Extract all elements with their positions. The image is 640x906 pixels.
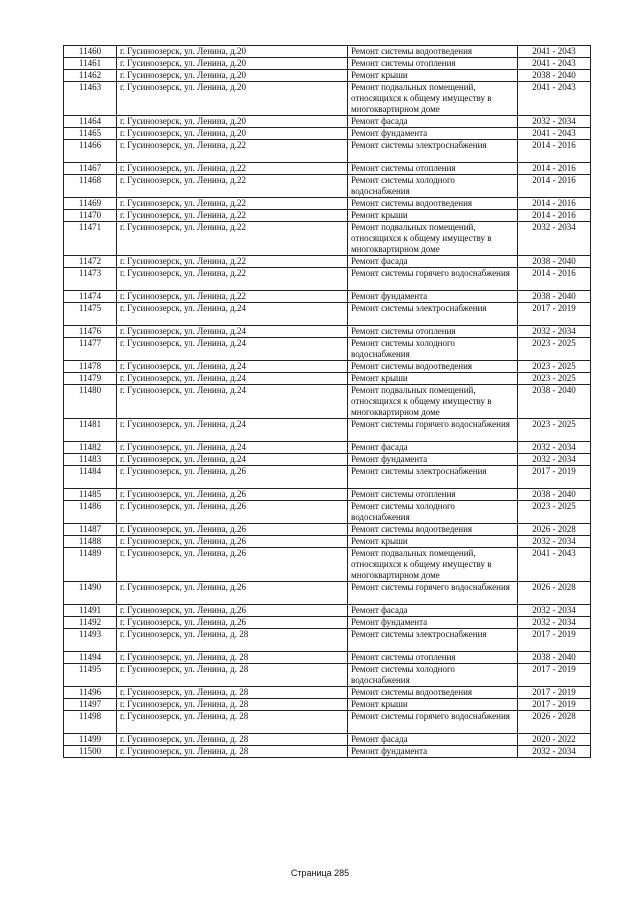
address-cell: г. Гусиноозерск, ул. Ленина, д. 28: [117, 699, 348, 711]
work-type-cell: Ремонт подвальных помещений, относящихся к общему имуществу в многоквартирном доме: [348, 222, 518, 256]
table-row: [64, 501, 591, 524]
address-cell: г. Гусиноозерск, ул. Ленина, д.24: [117, 442, 348, 454]
period-cell: 2032 - 2034: [518, 442, 591, 454]
row-number-cell: 11491: [64, 605, 117, 617]
period-cell: 2020 - 2022: [518, 734, 591, 746]
address-cell: г. Гусиноозерск, ул. Ленина, д. 28: [117, 711, 348, 734]
row-number-cell: 11473: [64, 268, 117, 291]
table-row: [64, 70, 591, 82]
row-number-cell: 11472: [64, 256, 117, 268]
work-type-cell: Ремонт фундамента: [348, 454, 518, 466]
period-cell: 2023 - 2025: [518, 361, 591, 373]
period-cell: 2032 - 2034: [518, 746, 591, 758]
work-type-cell: Ремонт системы электроснабжения: [348, 629, 518, 652]
work-type-cell: Ремонт системы холодного водоснабжения: [348, 175, 518, 198]
table-row: [64, 373, 591, 385]
table-row: [64, 291, 591, 303]
work-type-cell: Ремонт фундамента: [348, 128, 518, 140]
row-number-cell: 11464: [64, 116, 117, 128]
table-row: [64, 385, 591, 419]
table-row: [64, 210, 591, 222]
period-cell: 2038 - 2040: [518, 256, 591, 268]
address-cell: г. Гусиноозерск, ул. Ленина, д.24: [117, 454, 348, 466]
row-number-cell: 11499: [64, 734, 117, 746]
period-cell: 2017 - 2019: [518, 629, 591, 652]
address-cell: г. Гусиноозерск, ул. Ленина, д.26: [117, 501, 348, 524]
period-cell: 2023 - 2025: [518, 419, 591, 442]
table-row: [64, 338, 591, 361]
row-number-cell: 11463: [64, 82, 117, 116]
period-cell: 2023 - 2025: [518, 501, 591, 524]
work-type-cell: Ремонт системы водоотведения: [348, 687, 518, 699]
address-cell: г. Гусиноозерск, ул. Ленина, д.20: [117, 46, 348, 58]
address-cell: г. Гусиноозерск, ул. Ленина, д.20: [117, 58, 348, 70]
address-cell: г. Гусиноозерск, ул. Ленина, д.26: [117, 605, 348, 617]
table-row: [64, 175, 591, 198]
address-cell: г. Гусиноозерск, ул. Ленина, д. 28: [117, 746, 348, 758]
table-row: [64, 629, 591, 652]
table-row: [64, 46, 591, 58]
row-number-cell: 11483: [64, 454, 117, 466]
period-cell: 2032 - 2034: [518, 605, 591, 617]
address-cell: г. Гусиноозерск, ул. Ленина, д.26: [117, 548, 348, 582]
period-cell: 2038 - 2040: [518, 385, 591, 419]
row-number-cell: 11460: [64, 46, 117, 58]
period-cell: 2041 - 2043: [518, 82, 591, 116]
period-cell: 2032 - 2034: [518, 222, 591, 256]
row-number-cell: 11486: [64, 501, 117, 524]
table-row: [64, 466, 591, 489]
period-cell: 2017 - 2019: [518, 303, 591, 326]
row-number-cell: 11466: [64, 140, 117, 163]
row-number-cell: 11478: [64, 361, 117, 373]
address-cell: г. Гусиноозерск, ул. Ленина, д.26: [117, 489, 348, 501]
work-type-cell: Ремонт системы отопления: [348, 489, 518, 501]
work-type-cell: Ремонт системы холодного водоснабжения: [348, 501, 518, 524]
period-cell: 2032 - 2034: [518, 326, 591, 338]
work-type-cell: Ремонт фундамента: [348, 746, 518, 758]
table-row: [64, 582, 591, 605]
work-type-cell: Ремонт системы отопления: [348, 652, 518, 664]
table-row: [64, 605, 591, 617]
address-cell: г. Гусиноозерск, ул. Ленина, д.22: [117, 210, 348, 222]
row-number-cell: 11493: [64, 629, 117, 652]
work-type-cell: Ремонт крыши: [348, 373, 518, 385]
row-number-cell: 11482: [64, 442, 117, 454]
address-cell: г. Гусиноозерск, ул. Ленина, д.22: [117, 256, 348, 268]
address-cell: г. Гусиноозерск, ул. Ленина, д.22: [117, 291, 348, 303]
table-row: [64, 652, 591, 664]
row-number-cell: 11495: [64, 664, 117, 687]
row-number-cell: 11485: [64, 489, 117, 501]
row-number-cell: 11461: [64, 58, 117, 70]
table-row: [64, 489, 591, 501]
table-row: [64, 256, 591, 268]
work-type-cell: Ремонт подвальных помещений, относящихся к общему имуществу в многоквартирном доме: [348, 385, 518, 419]
row-number-cell: 11497: [64, 699, 117, 711]
table-body: [64, 46, 591, 758]
row-number-cell: 11489: [64, 548, 117, 582]
address-cell: г. Гусиноозерск, ул. Ленина, д.24: [117, 373, 348, 385]
table-row: [64, 303, 591, 326]
table-row: [64, 454, 591, 466]
row-number-cell: 11469: [64, 198, 117, 210]
period-cell: 2023 - 2025: [518, 373, 591, 385]
period-cell: 2026 - 2028: [518, 524, 591, 536]
row-number-cell: 11500: [64, 746, 117, 758]
work-type-cell: Ремонт системы электроснабжения: [348, 140, 518, 163]
table-row: [64, 82, 591, 116]
work-type-cell: Ремонт системы отопления: [348, 326, 518, 338]
work-type-cell: Ремонт системы электроснабжения: [348, 303, 518, 326]
work-type-cell: Ремонт системы холодного водоснабжения: [348, 664, 518, 687]
work-type-cell: Ремонт системы водоотведения: [348, 46, 518, 58]
address-cell: г. Гусиноозерск, ул. Ленина, д.24: [117, 361, 348, 373]
work-type-cell: Ремонт системы отопления: [348, 163, 518, 175]
period-cell: 2017 - 2019: [518, 664, 591, 687]
table-row: [64, 664, 591, 687]
address-cell: г. Гусиноозерск, ул. Ленина, д.24: [117, 419, 348, 442]
row-number-cell: 11465: [64, 128, 117, 140]
work-type-cell: Ремонт системы горячего водоснабжения: [348, 419, 518, 442]
row-number-cell: 11467: [64, 163, 117, 175]
period-cell: 2026 - 2028: [518, 582, 591, 605]
work-type-cell: Ремонт фасада: [348, 256, 518, 268]
period-cell: 2014 - 2016: [518, 140, 591, 163]
table-row: [64, 268, 591, 291]
table-row: [64, 548, 591, 582]
address-cell: г. Гусиноозерск, ул. Ленина, д.24: [117, 385, 348, 419]
work-type-cell: Ремонт системы холодного водоснабжения: [348, 338, 518, 361]
table-row: [64, 536, 591, 548]
address-cell: г. Гусиноозерск, ул. Ленина, д. 28: [117, 664, 348, 687]
period-cell: 2023 - 2025: [518, 338, 591, 361]
row-number-cell: 11484: [64, 466, 117, 489]
period-cell: 2014 - 2016: [518, 268, 591, 291]
row-number-cell: 11462: [64, 70, 117, 82]
row-number-cell: 11480: [64, 385, 117, 419]
address-cell: г. Гусиноозерск, ул. Ленина, д.20: [117, 128, 348, 140]
period-cell: 2017 - 2019: [518, 466, 591, 489]
work-type-cell: Ремонт системы горячего водоснабжения: [348, 711, 518, 734]
table-row: [64, 326, 591, 338]
address-cell: г. Гусиноозерск, ул. Ленина, д.22: [117, 198, 348, 210]
row-number-cell: 11479: [64, 373, 117, 385]
row-number-cell: 11471: [64, 222, 117, 256]
address-cell: г. Гусиноозерск, ул. Ленина, д.26: [117, 466, 348, 489]
row-number-cell: 11492: [64, 617, 117, 629]
table-row: [64, 746, 591, 758]
row-number-cell: 11474: [64, 291, 117, 303]
table-row: [64, 419, 591, 442]
address-cell: г. Гусиноозерск, ул. Ленина, д.22: [117, 140, 348, 163]
row-number-cell: 11481: [64, 419, 117, 442]
row-number-cell: 11488: [64, 536, 117, 548]
period-cell: 2026 - 2028: [518, 711, 591, 734]
address-cell: г. Гусиноозерск, ул. Ленина, д.24: [117, 326, 348, 338]
work-type-cell: Ремонт системы водоотведения: [348, 198, 518, 210]
address-cell: г. Гусиноозерск, ул. Ленина, д.22: [117, 268, 348, 291]
period-cell: 2017 - 2019: [518, 699, 591, 711]
table-row: [64, 116, 591, 128]
period-cell: 2014 - 2016: [518, 175, 591, 198]
table-row: [64, 711, 591, 734]
period-cell: 2041 - 2043: [518, 46, 591, 58]
address-cell: г. Гусиноозерск, ул. Ленина, д.24: [117, 303, 348, 326]
table-row: [64, 442, 591, 454]
period-cell: 2041 - 2043: [518, 128, 591, 140]
work-type-cell: Ремонт подвальных помещений, относящихся к общему имуществу в многоквартирном доме: [348, 548, 518, 582]
work-type-cell: Ремонт подвальных помещений, относящихся к общему имуществу в многоквартирном доме: [348, 82, 518, 116]
address-cell: г. Гусиноозерск, ул. Ленина, д.26: [117, 582, 348, 605]
row-number-cell: 11494: [64, 652, 117, 664]
address-cell: г. Гусиноозерск, ул. Ленина, д.20: [117, 82, 348, 116]
work-type-cell: Ремонт системы отопления: [348, 58, 518, 70]
work-type-cell: Ремонт фасада: [348, 442, 518, 454]
table-row: [64, 734, 591, 746]
row-number-cell: 11470: [64, 210, 117, 222]
address-cell: г. Гусиноозерск, ул. Ленина, д.26: [117, 524, 348, 536]
address-cell: г. Гусиноозерск, ул. Ленина, д.20: [117, 70, 348, 82]
period-cell: 2038 - 2040: [518, 652, 591, 664]
row-number-cell: 11468: [64, 175, 117, 198]
work-type-cell: Ремонт крыши: [348, 536, 518, 548]
work-type-cell: Ремонт системы электроснабжения: [348, 466, 518, 489]
row-number-cell: 11477: [64, 338, 117, 361]
table-row: [64, 222, 591, 256]
table-row: [64, 58, 591, 70]
address-cell: г. Гусиноозерск, ул. Ленина, д. 28: [117, 652, 348, 664]
row-number-cell: 11498: [64, 711, 117, 734]
address-cell: г. Гусиноозерск, ул. Ленина, д.20: [117, 116, 348, 128]
table-row: [64, 617, 591, 629]
address-cell: г. Гусиноозерск, ул. Ленина, д. 28: [117, 629, 348, 652]
work-type-cell: Ремонт системы водоотведения: [348, 524, 518, 536]
period-cell: 2017 - 2019: [518, 687, 591, 699]
period-cell: 2038 - 2040: [518, 291, 591, 303]
table-row: [64, 198, 591, 210]
address-cell: г. Гусиноозерск, ул. Ленина, д. 28: [117, 734, 348, 746]
work-type-cell: Ремонт крыши: [348, 699, 518, 711]
table-row: [64, 163, 591, 175]
work-type-cell: Ремонт фасада: [348, 116, 518, 128]
address-cell: г. Гусиноозерск, ул. Ленина, д.22: [117, 163, 348, 175]
row-number-cell: 11496: [64, 687, 117, 699]
period-cell: 2032 - 2034: [518, 617, 591, 629]
row-number-cell: 11475: [64, 303, 117, 326]
page-number: Страница 285: [290, 868, 350, 878]
address-cell: г. Гусиноозерск, ул. Ленина, д.22: [117, 222, 348, 256]
address-cell: г. Гусиноозерск, ул. Ленина, д.26: [117, 617, 348, 629]
table-row: [64, 140, 591, 163]
period-cell: 2014 - 2016: [518, 198, 591, 210]
work-type-cell: Ремонт системы водоотведения: [348, 361, 518, 373]
work-type-cell: Ремонт системы горячего водоснабжения: [348, 582, 518, 605]
table-row: [64, 128, 591, 140]
work-type-cell: Ремонт фундамента: [348, 291, 518, 303]
period-cell: 2041 - 2043: [518, 548, 591, 582]
period-cell: 2038 - 2040: [518, 489, 591, 501]
period-cell: 2032 - 2034: [518, 454, 591, 466]
address-cell: г. Гусиноозерск, ул. Ленина, д.26: [117, 536, 348, 548]
table-row: [64, 687, 591, 699]
period-cell: 2032 - 2034: [518, 116, 591, 128]
work-type-cell: Ремонт крыши: [348, 210, 518, 222]
address-cell: г. Гусиноозерск, ул. Ленина, д. 28: [117, 687, 348, 699]
work-type-cell: Ремонт фундамента: [348, 617, 518, 629]
period-cell: 2014 - 2016: [518, 210, 591, 222]
row-number-cell: 11490: [64, 582, 117, 605]
work-type-cell: Ремонт фасада: [348, 605, 518, 617]
work-type-cell: Ремонт фасада: [348, 734, 518, 746]
table-row: [64, 524, 591, 536]
work-type-cell: Ремонт крыши: [348, 70, 518, 82]
work-type-cell: Ремонт системы горячего водоснабжения: [348, 268, 518, 291]
table-row: [64, 699, 591, 711]
period-cell: 2041 - 2043: [518, 58, 591, 70]
row-number-cell: 11476: [64, 326, 117, 338]
address-cell: г. Гусиноозерск, ул. Ленина, д.24: [117, 338, 348, 361]
table-row: [64, 361, 591, 373]
period-cell: 2038 - 2040: [518, 70, 591, 82]
repair-schedule-table: [63, 45, 591, 758]
period-cell: 2032 - 2034: [518, 536, 591, 548]
address-cell: г. Гусиноозерск, ул. Ленина, д.22: [117, 175, 348, 198]
row-number-cell: 11487: [64, 524, 117, 536]
period-cell: 2014 - 2016: [518, 163, 591, 175]
